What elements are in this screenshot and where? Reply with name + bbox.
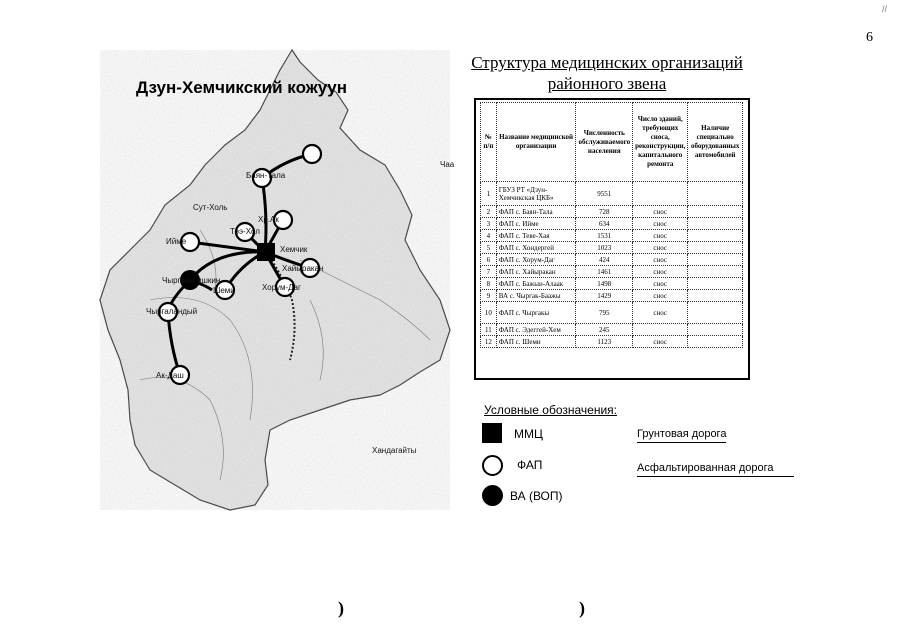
cell-status: снос	[633, 230, 688, 242]
cell-num: 11	[481, 324, 497, 336]
cell-num: 10	[481, 302, 497, 324]
paren-right: )	[579, 598, 585, 618]
cell-vehicles	[688, 230, 743, 242]
fap-marker	[303, 145, 321, 163]
cell-name: ФАП с. Ийме	[496, 218, 576, 230]
table-row	[481, 278, 743, 290]
cell-name: ФАП с. Теве-Хая	[496, 230, 576, 242]
cell-status: снос	[633, 266, 688, 278]
cell-num: 8	[481, 278, 497, 290]
cell-population: 424	[576, 254, 633, 266]
legend-va-dot-icon	[482, 485, 503, 506]
cell-population: 1429	[576, 290, 633, 302]
label-khayyrakan: Хайыракан	[282, 264, 324, 273]
cell-name: ФАП с. Баян-Тала	[496, 206, 576, 218]
table-row	[481, 242, 743, 254]
cell-population: 1461	[576, 266, 633, 278]
col-header-vehicles: Наличие специально оборудованных автомобилей	[688, 103, 743, 182]
cell-vehicles	[688, 218, 743, 230]
legend-mmc-square-icon	[482, 423, 502, 443]
legend-mmc-label: ММЦ	[514, 427, 543, 441]
label-khorum-dag: Хорум-Даг	[262, 283, 301, 292]
cell-vehicles	[688, 324, 743, 336]
cell-vehicles	[688, 266, 743, 278]
col-header-num: № п/п	[481, 103, 497, 182]
cell-vehicles	[688, 206, 743, 218]
label-chaa: Чаа	[440, 160, 455, 169]
label-tee-khol: Тээ-Хол	[230, 227, 260, 236]
label-kh-aksy: Хр.Ак	[258, 215, 279, 224]
map-title: Дзун-Хемчикский кожуун	[136, 78, 347, 97]
cell-vehicles	[688, 302, 743, 324]
legend-fap-label: ФАП	[517, 458, 543, 472]
cell-status	[633, 324, 688, 336]
legend-paved-road: Асфальтированная дорога	[637, 462, 794, 477]
table-row	[481, 290, 743, 302]
cell-num: 1	[481, 182, 497, 206]
doc-title-line1: Структура медицинских организаций	[471, 53, 743, 72]
col-header-name: Название медицинской организации	[496, 103, 576, 182]
cell-name: ФАП с. Хорум-Даг	[496, 254, 576, 266]
cell-status: снос	[633, 278, 688, 290]
cell-name: ФАП с. Хайыракан	[496, 266, 576, 278]
cell-population: 634	[576, 218, 633, 230]
paren-left: )	[338, 598, 344, 618]
cell-vehicles	[688, 290, 743, 302]
cell-name: ФАП с. Хондергей	[496, 242, 576, 254]
cell-num: 9	[481, 290, 497, 302]
cell-num: 5	[481, 242, 497, 254]
cell-population: 1531	[576, 230, 633, 242]
doc-title	[462, 52, 752, 94]
table-row	[481, 206, 743, 218]
cell-name: ФАП с. Эдеггей-Хем	[496, 324, 576, 336]
cell-name: ФАП с. Бажын-Алаак	[496, 278, 576, 290]
cell-vehicles	[688, 336, 743, 348]
cell-name: ФАП с. Шеми	[496, 336, 576, 348]
table-body	[481, 182, 743, 348]
medical-organizations-table	[480, 102, 743, 348]
corner-mark: //	[882, 4, 888, 14]
label-bayan-tala: Баян-Тала	[246, 171, 286, 180]
cell-num: 12	[481, 336, 497, 348]
cell-vehicles	[688, 182, 743, 206]
cell-num: 2	[481, 206, 497, 218]
cell-vehicles	[688, 278, 743, 290]
label-khemzhik: Хемчик	[280, 245, 308, 254]
table-row	[481, 230, 743, 242]
table-row	[481, 254, 743, 266]
cell-population: 1023	[576, 242, 633, 254]
cell-population: 1123	[576, 336, 633, 348]
label-khandagaity: Хандагайты	[372, 446, 417, 455]
table-row	[481, 324, 743, 336]
cell-num: 4	[481, 230, 497, 242]
doc-title-line2: районного звена	[547, 74, 667, 93]
cell-status: снос	[633, 290, 688, 302]
cell-population: 9551	[576, 182, 633, 206]
cell-population: 245	[576, 324, 633, 336]
cell-status: снос	[633, 242, 688, 254]
page-number: 6	[866, 30, 873, 45]
label-shemi: Шеми	[213, 286, 235, 295]
cell-population: 728	[576, 206, 633, 218]
col-header-buildings: Число зданий, требующих сноса, реконструкции, капитального ремонта	[633, 103, 688, 182]
cell-vehicles	[688, 254, 743, 266]
label-chyrgaky: Чыргакы	[162, 276, 194, 285]
label-ishkin: ишкин	[197, 276, 221, 285]
legend-dirt-road: Грунтовая дорога	[637, 428, 726, 443]
cell-status: снос	[633, 336, 688, 348]
cell-status	[633, 182, 688, 206]
cell-vehicles	[688, 242, 743, 254]
legend-fap-circle-icon	[482, 455, 503, 476]
mmc-marker	[257, 243, 275, 261]
table-header-row	[481, 103, 743, 182]
label-iyme: Ийме	[166, 237, 187, 246]
cell-num: 3	[481, 218, 497, 230]
cell-status: снос	[633, 218, 688, 230]
table-row	[481, 182, 743, 206]
table-row	[481, 218, 743, 230]
legend-heading: Условные обозначения:	[484, 403, 617, 417]
cell-num: 6	[481, 254, 497, 266]
col-header-population: Численность обслуживаемого населения	[576, 103, 633, 182]
cell-status: снос	[633, 302, 688, 324]
cell-status: снос	[633, 254, 688, 266]
label-chyrgalandy: Чыргаландый	[146, 307, 198, 316]
legend-va-label: ВА (ВОП)	[510, 489, 563, 503]
table-row	[481, 302, 743, 324]
cell-population: 1498	[576, 278, 633, 290]
table-row	[481, 336, 743, 348]
cell-name: ГБУЗ РТ «Дзун-Хемчикская ЦКБ»	[496, 182, 576, 206]
cell-name: ФАП с. Чыргакы	[496, 302, 576, 324]
cell-status: снос	[633, 206, 688, 218]
cell-population: 795	[576, 302, 633, 324]
label-sut-hol: Сут-Холь	[193, 203, 228, 212]
cell-name: ВА с. Чыргак-Баажы	[496, 290, 576, 302]
cell-num: 7	[481, 266, 497, 278]
label-ak-dash: Ак-Даш	[156, 371, 184, 380]
table-row	[481, 266, 743, 278]
